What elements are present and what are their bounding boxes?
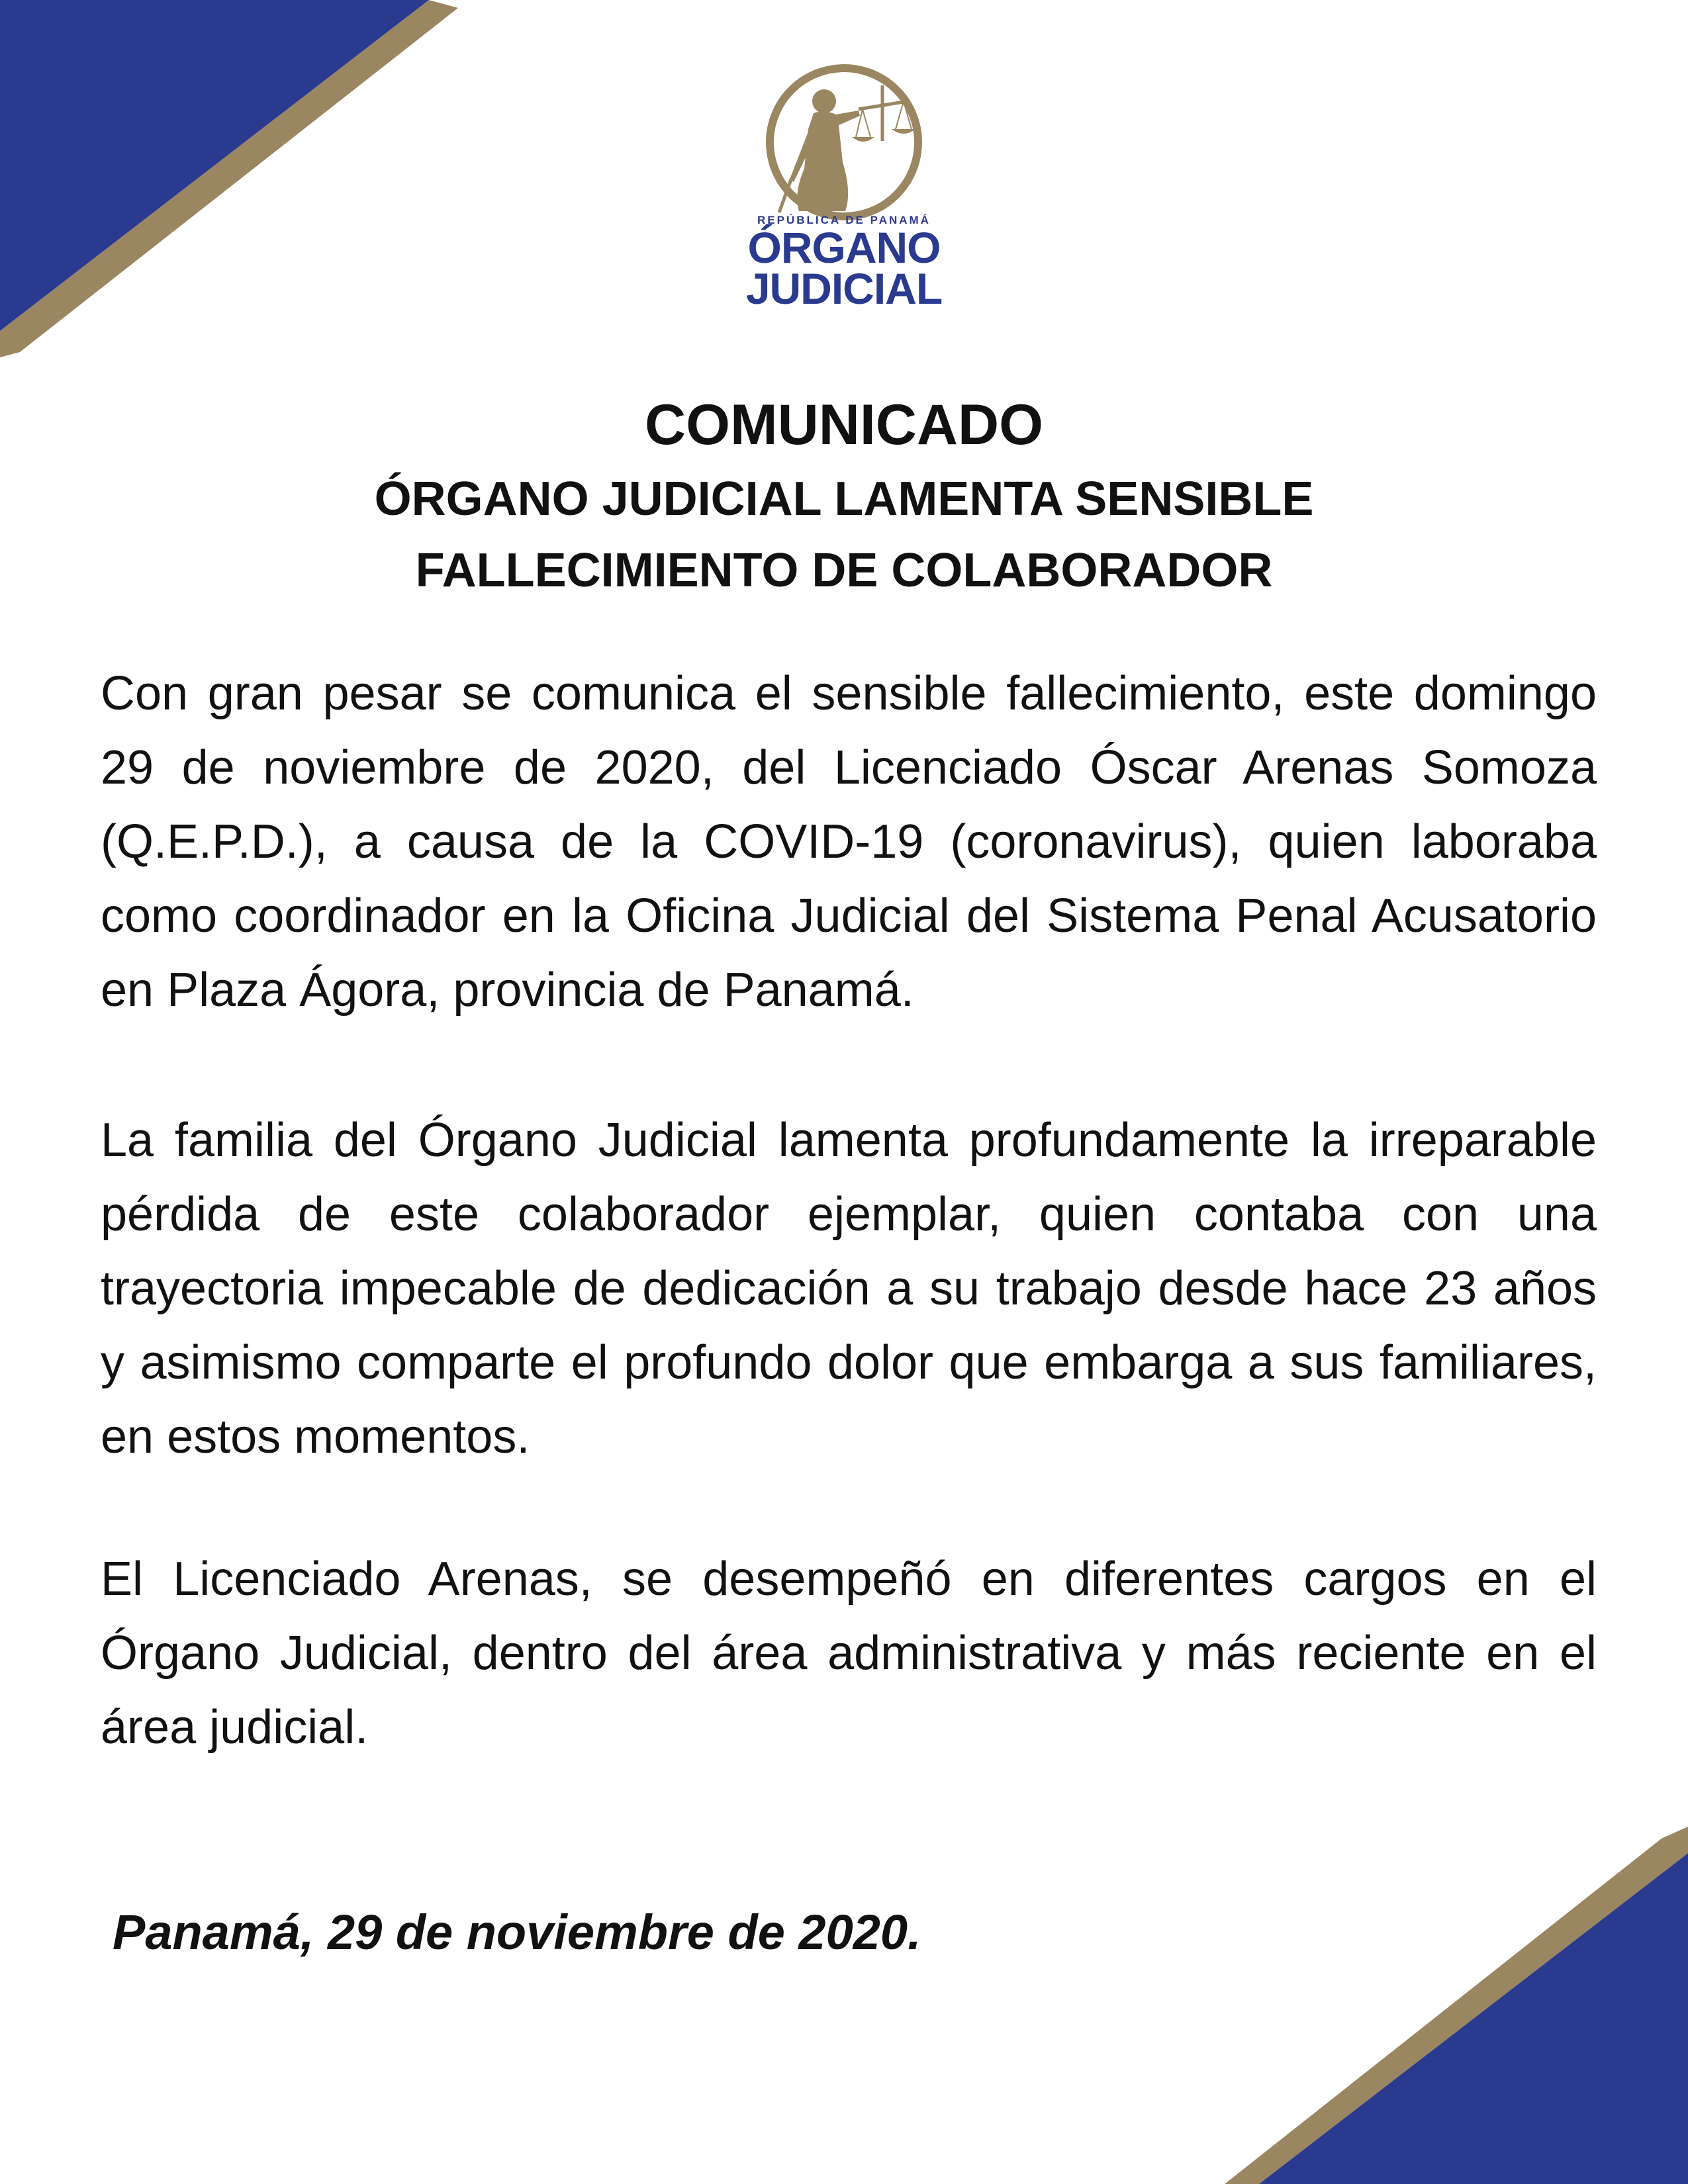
logo-republic-text: REPÚBLICA DE PANAMÁ <box>757 214 931 226</box>
body-paragraph-3: El Licenciado Arenas, se desempeñó en diferentes cargos en el Órgano Judicial, dentro del área administrativa y más reciente en el área judicial. <box>101 1553 1597 1754</box>
body-paragraph-2: La familia del Órgano Judicial lamenta profundamente la irreparable pérdida de este colaborador ejemplar, quien contaba con una trayectoria impecable de dedicación a su trabajo desde hace 23 años y asimismo comparte el profundo dolor que embarga a sus familiares, en estos momentos. <box>101 1114 1597 1463</box>
communique-title: COMUNICADO <box>645 393 1043 457</box>
place-date-signoff: Panamá, 29 de noviembre de 2020. <box>113 1905 921 1960</box>
logo-judicial-text: JUDICIAL <box>745 264 943 313</box>
organo-judicial-logo <box>745 63 943 314</box>
communique-subtitle <box>0 463 1688 606</box>
lady-justice-emblem-icon <box>753 63 935 222</box>
top-left-corner-decoration <box>0 0 463 357</box>
subtitle-line-2: FALLECIMIENTO DE COLABORADOR <box>415 544 1273 597</box>
body-paragraph-1: Con gran pesar se comunica el sensible fallecimiento, este domingo 29 de noviembre de 2020, del Licenciado Óscar Arenas Somoza (Q.E.P.D.), a causa de la COVID-19 (coronavirus), quien laboraba como coordinador en la Oficina Judicial del Sistema Penal Acusatorio en Plaza Ágora, provincia de Panamá. <box>101 667 1597 1017</box>
logo-organo-text: ÓRGANO <box>747 223 941 272</box>
bottom-right-corner-decoration <box>1225 1827 1688 2184</box>
subtitle-line-1: ÓRGANO JUDICIAL LAMENTA SENSIBLE <box>374 473 1314 525</box>
